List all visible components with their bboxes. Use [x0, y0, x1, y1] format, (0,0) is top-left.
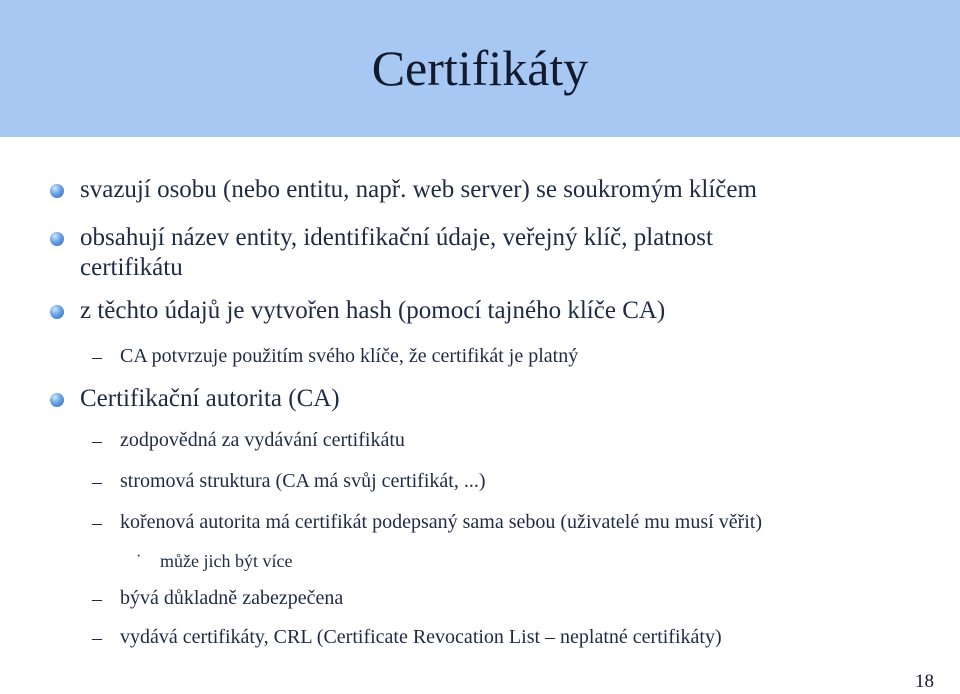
bullet-text-1: svazují osobu (nebo entitu, např. web server) se soukromým klíčem	[80, 176, 757, 203]
sub-sub-bullet-text: může jich být více	[160, 551, 293, 571]
sub-bullet-text: zodpovědná za vydávání certifikátu	[120, 429, 405, 451]
bullet-text-4: Certifikační autorita (CA)	[80, 385, 340, 412]
bullet-text-2: obsahují název entity, identifikační údaje, veřejný klíč, platnost	[80, 224, 713, 251]
bullet-icon	[50, 232, 64, 246]
sub-bullet-text: kořenová autorita má certifikát podepsaný sama sebou (uživatelé mu musí věřit)	[120, 511, 763, 533]
slide-title: Certifikáty	[371, 40, 589, 96]
sub-bullet-text: CA potvrzuje použitím svého klíče, že certifikát je platný	[120, 345, 579, 367]
dash-marker: –	[92, 346, 102, 368]
bullet-icon	[50, 393, 64, 407]
bullet-text-2-continuation: certifikátu	[80, 254, 183, 281]
dash-marker: –	[92, 588, 102, 610]
dash-marker: –	[92, 627, 102, 649]
dash-marker: –	[92, 430, 102, 452]
dash-marker: –	[92, 471, 102, 493]
bullet-icon	[50, 184, 64, 198]
bullet-text-3: z těchto údajů je vytvořen hash (pomocí tajného klíče CA)	[80, 297, 666, 324]
dot-marker: ·	[136, 548, 142, 565]
bullet-icon	[50, 305, 64, 319]
sub-bullet-text: vydává certifikáty, CRL (Certificate Revocation List – neplatné certifikáty)	[120, 626, 722, 648]
sub-bullet-text: bývá důkladně zabezpečena	[120, 587, 344, 609]
page-number: 18	[915, 671, 934, 692]
dash-marker: –	[92, 512, 102, 534]
sub-bullet-text: stromová struktura (CA má svůj certifikát, ...)	[120, 470, 486, 492]
